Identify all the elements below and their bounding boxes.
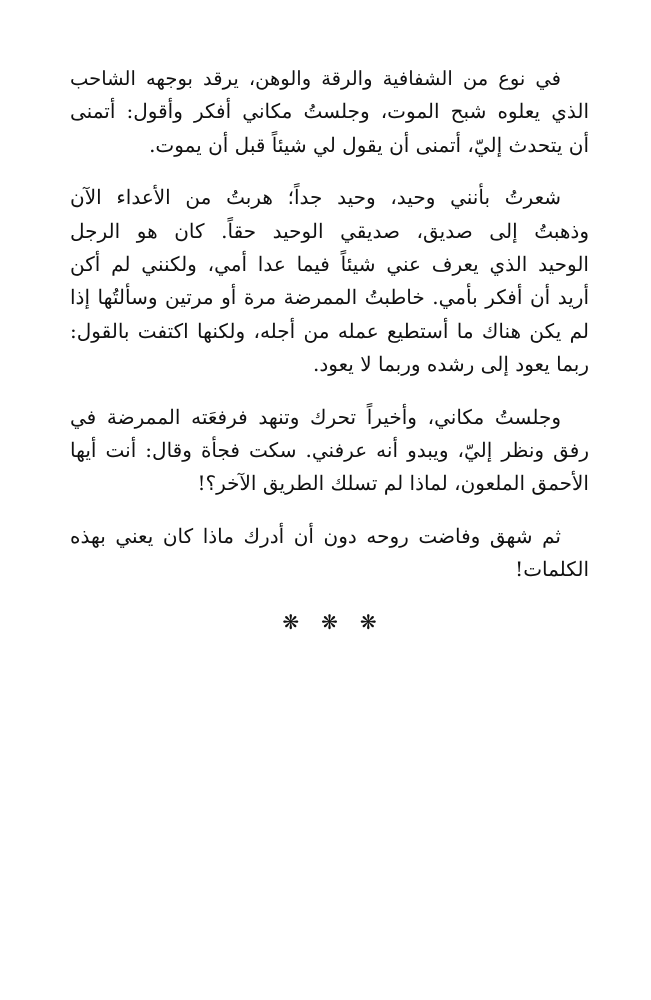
text-line: رفق ونظر إليّ، ويبدو أنه عرفني. سكت فجأة وقال: أنت أيها	[70, 438, 589, 463]
paragraph-2	[70, 181, 589, 381]
text-line: وجلستُ مكاني، وأخيراً تحرك وتنهد فرفعَته الممرضة في	[70, 404, 561, 429]
section-separator: ❋❋❋	[282, 609, 399, 634]
book-page	[70, 62, 589, 639]
text-line: ثم شهق وفاضت روحه دون أن أدرك ماذا كان يعني بهذه	[70, 523, 561, 548]
text-line: شعرتُ بأنني وحيد، وحيد جداً؛ هربتُ من الأعداء الآن	[70, 185, 561, 210]
text-line: في نوع من الشفافية والرقة والوهن، يرقد بوجهه الشاحب	[70, 67, 561, 90]
text-line: ربما يعود إلى رشده وربما لا يعود.	[313, 352, 589, 377]
paragraph-4	[70, 520, 589, 587]
text-line: الأحمق الملعون، لماذا لم تسلك الطريق الآخر؟!	[197, 471, 589, 496]
text-line: أن يتحدث إليّ، أتمنى أن يقول لي شيئاً قبل أن يموت.	[149, 132, 589, 157]
text-line: أريد أن أفكر بأمي. خاطبتُ الممرضة مرة أو مرتين وسألتُها إذا	[70, 285, 589, 310]
text-line: الكلمات!	[515, 557, 589, 582]
text-line: الذي يعلوه شبح الموت، وجلستُ مكاني أفكر وأقول: أتمنى	[70, 99, 589, 124]
paragraph-1	[70, 62, 589, 162]
text-line: لم يكن هناك ما أستطيع عمله من أجله، ولكنها اكتفت بالقول:	[70, 318, 589, 343]
paragraph-3	[70, 401, 589, 501]
text-line: وذهبتُ إلى صديق، صديقي الوحيد حقاً. كان هو الرجل	[70, 218, 589, 243]
text-line: الوحيد الذي يعرف عني شيئاً فيما عدا أمي، ولكنني لم أكن	[70, 252, 589, 277]
